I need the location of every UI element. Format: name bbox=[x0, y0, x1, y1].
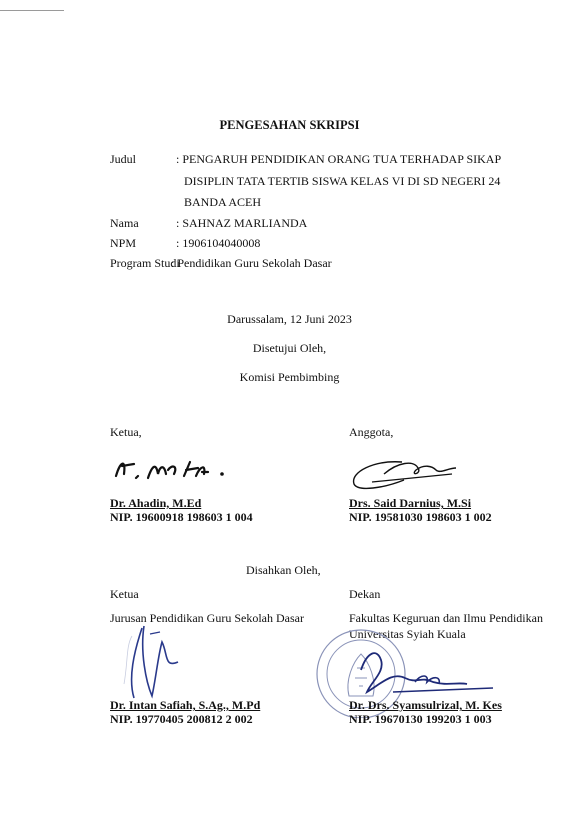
right-role: Dekan bbox=[349, 587, 381, 601]
committee-label: Komisi Pembimbing bbox=[239, 370, 340, 384]
ketua-signature-image bbox=[112, 452, 232, 486]
place-date: Darussalam, 12 Juni 2023 bbox=[227, 312, 352, 326]
right-unit-line-1: Fakultas Keguruan dan Ilmu Pendidikan bbox=[349, 611, 543, 625]
prodi-label: Program Studi bbox=[110, 256, 180, 270]
judul-label: Judul bbox=[110, 152, 137, 166]
ketua-name: Dr. Ahadin, M.Ed bbox=[110, 496, 202, 510]
kajur-name: Dr. Intan Safiah, S.Ag., M.Pd bbox=[110, 698, 261, 712]
npm-label: NPM bbox=[110, 236, 137, 250]
nama-label: Nama bbox=[110, 216, 139, 230]
ketua-nip: NIP. 19600918 198603 1 004 bbox=[110, 510, 253, 524]
left-unit: Jurusan Pendidikan Guru Sekolah Dasar bbox=[110, 611, 304, 625]
approved-by: Disetujui Oleh, bbox=[252, 341, 327, 355]
ratified-by: Disahkan Oleh, bbox=[246, 563, 321, 577]
dean-name: Dr. Drs. Syamsulrizal, M. Kes bbox=[349, 698, 502, 712]
anggota-label: Anggota, bbox=[349, 425, 394, 439]
left-role: Ketua bbox=[110, 587, 139, 601]
judul-line-2: DISIPLIN TATA TERTIB SISWA KELAS VI DI SD NEGERI 24 bbox=[184, 174, 501, 188]
anggota-nip: NIP. 19581030 198603 1 002 bbox=[349, 510, 492, 524]
dean-nip: NIP. 19670130 199203 1 003 bbox=[349, 712, 492, 726]
kajur-signature-image bbox=[120, 622, 200, 702]
scan-edge-line bbox=[0, 10, 64, 11]
npm-value: : 1906104040008 bbox=[176, 236, 261, 250]
prodi-value: : Pendidikan Guru Sekolah Dasar bbox=[171, 256, 332, 270]
ketua-label: Ketua, bbox=[110, 425, 142, 439]
right-unit-line-2: Universitas Syiah Kuala bbox=[349, 627, 466, 641]
page-title: PENGESAHAN SKRIPSI bbox=[219, 118, 360, 132]
dean-signature bbox=[361, 653, 493, 692]
anggota-name: Drs. Said Darnius, M.Si bbox=[349, 496, 472, 510]
judul-line-3: BANDA ACEH bbox=[184, 195, 262, 209]
judul-line-1: : PENGARUH PENDIDIKAN ORANG TUA TERHADAP SIKAP bbox=[176, 152, 502, 166]
nama-value: : SAHNAZ MARLIANDA bbox=[176, 216, 308, 230]
anggota-signature-image bbox=[344, 452, 464, 494]
kajur-nip: NIP. 19770405 200812 2 002 bbox=[110, 712, 253, 726]
